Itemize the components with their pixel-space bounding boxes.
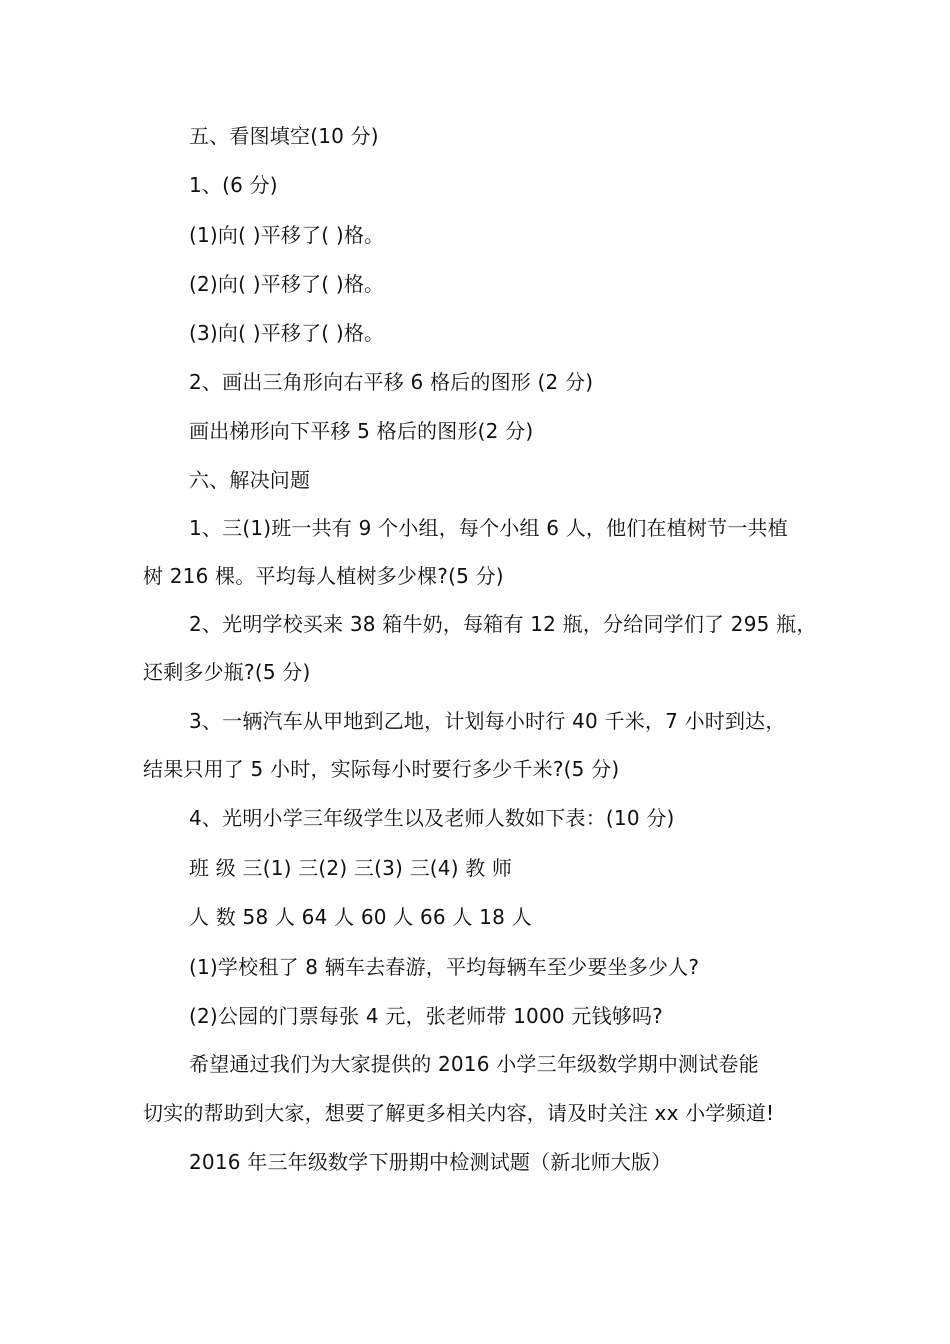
problem-4-sub-2: (2)公园的门票每张 4 元，张老师带 1000 元钱够吗? <box>189 1004 663 1028</box>
closing-line-1: 希望通过我们为大家提供的 2016 小学三年级数学期中测试卷能 <box>189 1052 759 1076</box>
sub-question-3: (3)向( )平移了( )格。 <box>189 321 385 345</box>
section-title-6: 六、解决问题 <box>189 468 311 492</box>
problem-3-line-1: 3、一辆汽车从甲地到乙地，计划每小时行 40 千米，7 小时到达， <box>189 709 786 733</box>
table-row-classes: 班 级 三(1) 三(2) 三(3) 三(4) 教 师 <box>189 856 513 880</box>
question-1-heading: 1、(6 分) <box>189 173 278 197</box>
footer-title: 2016 年三年级数学下册期中检测试题（新北师大版） <box>189 1150 672 1174</box>
problem-3-line-2: 结果只用了 5 小时，实际每小时要行多少千米?(5 分) <box>143 757 620 781</box>
problem-2-line-2: 还剩多少瓶?(5 分) <box>143 660 311 684</box>
question-2-trapezoid: 画出梯形向下平移 5 格后的图形(2 分) <box>189 419 534 443</box>
sub-question-1: (1)向( )平移了( )格。 <box>189 223 385 247</box>
problem-4-heading: 4、光明小学三年级学生以及老师人数如下表：(10 分) <box>189 806 675 830</box>
problem-2-line-1: 2、光明学校买来 38 箱牛奶，每箱有 12 瓶，分给同学们了 295 瓶， <box>189 612 817 636</box>
problem-1-line-1: 1、三(1)班一共有 9 个小组，每个小组 6 人，他们在植树节一共植 <box>189 516 788 540</box>
table-row-counts: 人 数 58 人 64 人 60 人 66 人 18 人 <box>189 905 532 929</box>
problem-4-sub-1: (1)学校租了 8 辆车去春游，平均每辆车至少要坐多少人? <box>189 955 700 979</box>
problem-1-line-2: 树 216 棵。平均每人植树多少棵?(5 分) <box>143 564 504 588</box>
sub-question-2: (2)向( )平移了( )格。 <box>189 272 385 296</box>
question-2-triangle: 2、画出三角形向右平移 6 格后的图形 (2 分) <box>189 370 594 394</box>
closing-line-2: 切实的帮助到大家，想要了解更多相关内容，请及时关注 xx 小学频道! <box>143 1101 775 1125</box>
section-title-5: 五、看图填空(10 分) <box>189 124 379 148</box>
